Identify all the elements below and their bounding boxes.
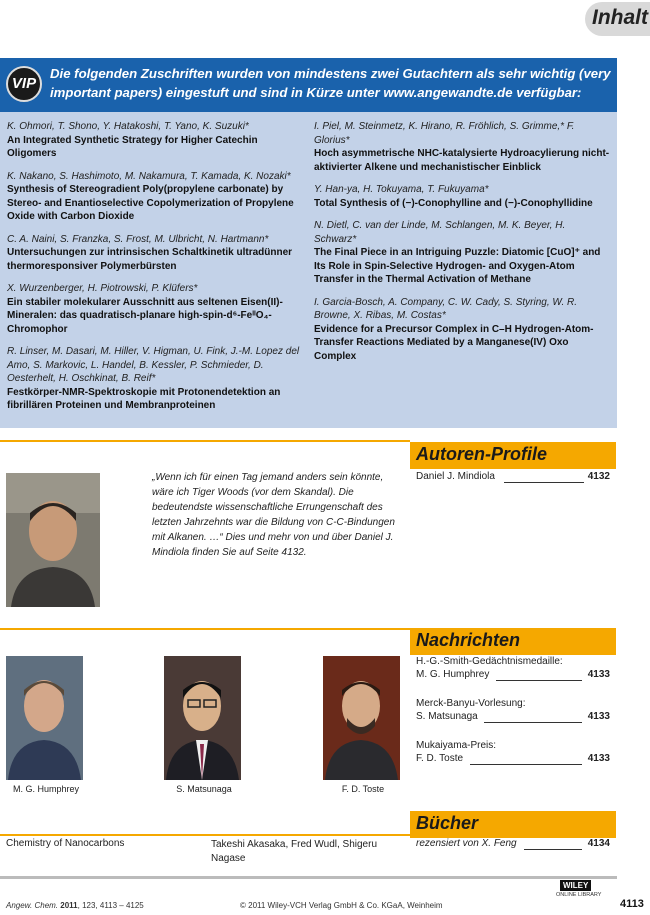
citation-year: 2011 xyxy=(60,901,78,910)
toc-page-number: 4133 xyxy=(587,753,610,764)
buecher-heading: Bücher xyxy=(416,813,479,833)
photo-caption: S. Matsunaga xyxy=(176,784,232,794)
author-photo xyxy=(6,473,100,607)
toc-entry-name: F. D. Toste xyxy=(416,753,464,764)
vip-entry-title: Evidence for a Precursor Complex in C–H Hydrogen-Atom-Transfer Reactions Mediated by a Manganese(IV) Oxo Complex xyxy=(314,323,594,362)
vip-entry-title: Festkörper-NMR-Spektroskopie mit Protonendetektion an fibrillären Proteinen und Membranproteinen xyxy=(7,386,281,411)
vip-entry-title: Untersuchungen zur intrinsischen Schaltkinetik ultradünner thermoresponsiver Polymerbürsten xyxy=(7,247,293,272)
vip-entry-title: Synthesis of Stereogradient Poly(propylene carbonate) by Stereo- and Enantioselective Copolymerization of Propylene Oxide with Carbon Dioxide xyxy=(7,184,294,222)
vip-entry-authors: I. Garcia-Bosch, A. Company, C. W. Cady, S. Styring, W. R. Browne, X. Ribas, M. Costas* xyxy=(314,296,578,321)
book-title[interactable]: Chemistry of Nanocarbons xyxy=(6,838,125,849)
toc-entry-name: S. Matsunaga xyxy=(416,711,478,722)
section-divider xyxy=(0,628,410,630)
vip-entry-title: Hoch asymmetrische NHC-katalysierte Hydroacylierung nicht-aktivierter Alkene und mechanistischer Einblick xyxy=(314,148,610,173)
photo-matsunaga xyxy=(164,656,241,780)
vip-entry[interactable] xyxy=(7,282,305,336)
photo-caption: F. D. Toste xyxy=(341,784,385,794)
citation-volume-pages: , 123, 4113 – 4125 xyxy=(77,901,144,910)
vip-entry-authors: C. A. Naini, S. Franzka, S. Frost, M. Ulbricht, N. Hartmann* xyxy=(7,233,269,245)
nachrichten-toc-entry[interactable] xyxy=(416,698,612,726)
section-tab-label: Inhalt xyxy=(592,6,648,29)
footer-citation xyxy=(6,901,144,910)
vip-entry-authors: K. Nakano, S. Hashimoto, M. Nakamura, T. Kamada, K. Nozaki* xyxy=(7,170,291,182)
vip-entry[interactable] xyxy=(314,219,610,287)
vip-entry[interactable] xyxy=(314,296,610,364)
logo-library: ONLINE LIBRARY xyxy=(556,892,602,898)
vip-entry[interactable] xyxy=(7,345,305,413)
toc-page-number: 4134 xyxy=(587,838,610,849)
book-reviewer: rezensiert von X. Feng xyxy=(416,838,517,849)
toc-entry-award: Merck-Banyu-Vorlesung: xyxy=(416,698,526,709)
toc-leader xyxy=(504,482,584,483)
author-quote: „Wenn ich für einen Tag jemand anders sein könnte, wäre ich Tiger Woods (vor dem Skandal). Die bedeutendste wissenschaftliche Errungenschaft des letzten Jahrzehnts war die Bildung von C-C-Bindungen mit Alkanen. …“ Dies und mehr von und über Daniel J. Mindiola finden Sie auf Seite 4132. xyxy=(152,472,395,558)
vip-banner-text: Die folgenden Zuschriften wurden von mindestens zwei Gutachtern als sehr wichtig (very important papers) eingestuft und sind in Kürze unter www.angewandte.de verfügbar: xyxy=(50,66,611,100)
toc-entry-name: M. G. Humphrey xyxy=(416,669,490,680)
toc-page-number: 4133 xyxy=(587,711,610,722)
nachrichten-toc-entry[interactable] xyxy=(416,740,612,768)
vip-entry[interactable] xyxy=(7,233,305,274)
nachrichten-toc-entry[interactable] xyxy=(416,656,612,684)
vip-entry-authors: X. Wurzenberger, H. Piotrowski, P. Klüfers* xyxy=(7,283,198,294)
toc-leader xyxy=(496,680,582,681)
toc-entry-award: H.-G.-Smith-Gedächtnismedaille: xyxy=(416,656,563,667)
vip-entry[interactable] xyxy=(314,183,610,210)
vip-logo: VIP xyxy=(6,66,42,102)
vip-entry[interactable] xyxy=(7,170,305,224)
vip-entry-authors: I. Piel, M. Steinmetz, K. Hirano, R. Fröhlich, S. Grimme,* F. Glorius* xyxy=(314,121,575,146)
book-authors: Takeshi Akasaka, Fred Wudl, Shigeru Nagase xyxy=(211,839,378,864)
photo-toste xyxy=(323,656,400,780)
toc-entry-name: Daniel J. Mindiola xyxy=(416,471,495,482)
vip-entry-title: An Integrated Synthetic Strategy for Higher Catechin Oligomers xyxy=(7,134,258,159)
section-divider xyxy=(0,440,410,442)
citation-journal: Angew. Chem. xyxy=(6,901,59,910)
wiley-online-library-logo xyxy=(556,880,608,910)
autoren-toc-entry[interactable] xyxy=(416,471,612,485)
toc-page-number: 4133 xyxy=(587,669,610,680)
toc-leader xyxy=(470,764,582,765)
toc-entry-award: Mukaiyama-Preis: xyxy=(416,740,497,751)
buecher-toc-entry[interactable] xyxy=(416,838,612,852)
vip-entry[interactable] xyxy=(7,120,305,161)
vip-entry[interactable] xyxy=(314,120,610,174)
nachrichten-heading: Nachrichten xyxy=(416,630,521,650)
vip-entry-title: The Final Piece in an Intriguing Puzzle: Diatomic [CuO]⁺ and Its Role in Spin-Selective Hydrogen- and Oxygen-Atom Transfer in the Thermal Activation of Methane xyxy=(314,247,601,285)
toc-leader xyxy=(484,722,582,723)
photo-caption: M. G. Humphrey xyxy=(12,784,79,794)
vip-entry-title: Total Synthesis of (−)-Conophylline and (−)-Conophyllidine xyxy=(314,197,593,209)
toc-leader xyxy=(524,849,582,850)
logo-wiley: WILEY xyxy=(560,880,591,891)
footer-copyright: © 2011 Wiley-VCH Verlag GmbH & Co. KGaA, Weinheim xyxy=(240,901,443,910)
autoren-heading: Autoren-Profile xyxy=(416,444,548,464)
vip-entry-authors: Y. Han-ya, H. Tokuyama, T. Fukuyama* xyxy=(314,184,489,195)
vip-entry-authors: K. Ohmori, T. Shono, Y. Hatakoshi, T. Yano, K. Suzuki* xyxy=(7,121,249,132)
vip-entry-authors: N. Dietl, C. van der Linde, M. Schlangen, M. K. Beyer, H. Schwarz* xyxy=(314,220,566,245)
section-divider xyxy=(0,834,410,836)
toc-page-number: 4132 xyxy=(587,471,610,482)
footer-rule xyxy=(0,876,617,879)
vip-right-column xyxy=(314,120,610,372)
vip-entry-title: Ein stabiler molekularer Ausschnitt aus seltenen Eisen(II)-Mineralen: das quadratisch-planare high-spin-d⁶-FeᴵᴵO₄-Chromophor xyxy=(7,296,283,335)
vip-entry-authors: R. Linser, M. Dasari, M. Hiller, V. Higman, U. Fink, J.-M. Lopez del Amo, S. Markovic, L. Handel, B. Kessler, P. Schmieder, D. Oesterhelt, H. Oschkinat, B. Reif* xyxy=(7,346,300,384)
vip-left-column xyxy=(7,120,305,422)
photo-humphrey xyxy=(6,656,83,780)
page-number: 4113 xyxy=(620,898,644,910)
